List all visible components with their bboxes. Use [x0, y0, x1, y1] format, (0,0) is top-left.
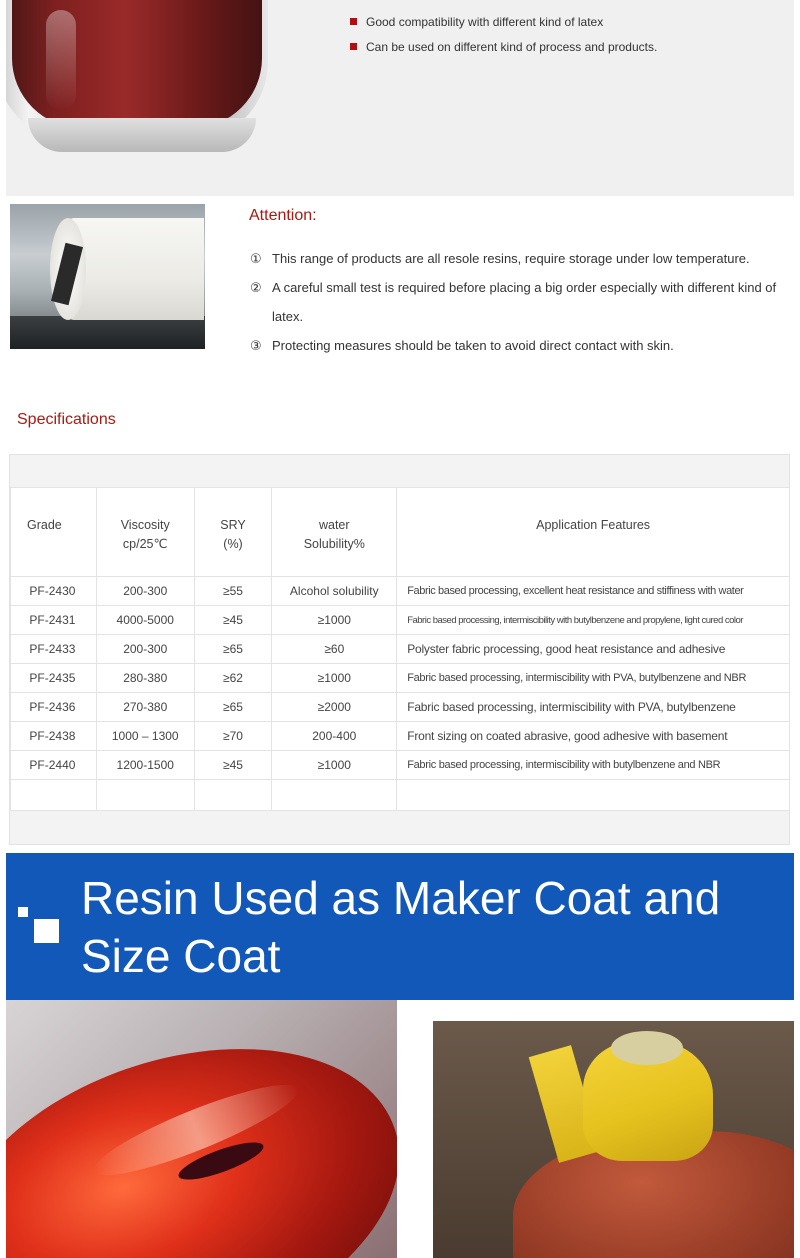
cell-features: Fabric based processing, intermiscibility with butylbenzene and propylene, light cured color [397, 606, 790, 635]
attention-item [250, 331, 795, 360]
cell-sry: ≥55 [194, 577, 272, 606]
table-row [11, 664, 790, 693]
table-row [11, 751, 790, 780]
header-grade: Grade [11, 488, 97, 577]
attention-item [250, 273, 795, 331]
cell-grade: PF-2436 [11, 693, 97, 722]
specifications-table [10, 487, 790, 811]
cell-viscosity: 280-380 [96, 664, 194, 693]
cell-viscosity: 200-300 [96, 577, 194, 606]
section-banner [6, 853, 794, 1000]
cell-viscosity: 4000-5000 [96, 606, 194, 635]
cell-water: ≥1000 [272, 664, 397, 693]
feature-bullet-text: Good compatibility with different kind of latex [366, 14, 604, 29]
square-bullet-icon [350, 18, 357, 25]
top-product-panel [6, 0, 794, 196]
cell-features: Polyster fabric processing, good heat resistance and adhesive [397, 635, 790, 664]
cell-grade: PF-2430 [11, 577, 97, 606]
cell-water: ≥1000 [272, 606, 397, 635]
banner-title: Resin Used as Maker Coat and Size Coat [81, 872, 721, 982]
red-resin-image [6, 1000, 397, 1258]
cell-features: Fabric based processing, intermiscibility with PVA, butylbenzene [397, 693, 790, 722]
cell-viscosity: 200-300 [96, 635, 194, 664]
attention-text: This range of products are all resole resins, require storage under low temperature. [272, 251, 750, 266]
attention-item [250, 244, 795, 273]
header-water-solubility: water Solubility% [272, 488, 397, 577]
attention-number: ① [250, 251, 262, 266]
square-logo-icon [18, 907, 62, 947]
table-row [11, 577, 790, 606]
cell-sry: ≥45 [194, 606, 272, 635]
cell-sry: ≥62 [194, 664, 272, 693]
cell-grade: PF-2440 [11, 751, 97, 780]
specifications-heading: Specifications [17, 411, 116, 428]
cell-water: 200-400 [272, 722, 397, 751]
cell-grade: PF-2433 [11, 635, 97, 664]
feature-bullet-text: Can be used on different kind of process and products. [366, 39, 658, 54]
table-row [11, 693, 790, 722]
cell-water: ≥2000 [272, 693, 397, 722]
feature-bullet-list [350, 9, 657, 59]
cell-viscosity: 1000 – 1300 [96, 722, 194, 751]
attention-number: ② [250, 280, 262, 295]
attention-number: ③ [250, 338, 262, 353]
cell-features: Fabric based processing, excellent heat resistance and stiffiness with water [397, 577, 790, 606]
cell-water: ≥60 [272, 635, 397, 664]
cell-sry: ≥45 [194, 751, 272, 780]
cell-sry: ≥65 [194, 693, 272, 722]
cell-grade: PF-2438 [11, 722, 97, 751]
cell-features: Fabric based processing, intermiscibility with PVA, butylbenzene and NBR [397, 664, 790, 693]
cell-water: Alcohol solubility [272, 577, 397, 606]
table-row [11, 722, 790, 751]
cell-viscosity: 270-380 [96, 693, 194, 722]
header-viscosity: Viscosity cp/25℃ [96, 488, 194, 577]
feature-bullet [350, 9, 657, 34]
cell-water: ≥1000 [272, 751, 397, 780]
cell-features: Front sizing on coated abrasive, good adhesive with basement [397, 722, 790, 751]
abrasive-roll-image [433, 1021, 794, 1258]
cell-features: Fabric based processing, intermiscibility with butylbenzene and NBR [397, 751, 790, 780]
cell-grade: PF-2435 [11, 664, 97, 693]
table-row [11, 606, 790, 635]
attention-heading: Attention: [249, 207, 317, 224]
resin-jar-image [6, 0, 268, 160]
attention-list [250, 244, 795, 360]
cell-viscosity: 1200-1500 [96, 751, 194, 780]
table-row-empty [11, 780, 790, 811]
table-header-row [11, 488, 790, 577]
header-sry: SRY (%) [194, 488, 272, 577]
table-row [11, 635, 790, 664]
square-bullet-icon [350, 43, 357, 50]
attention-text: A careful small test is required before placing a big order especially with different kind of latex. [272, 280, 777, 324]
cell-grade: PF-2431 [11, 606, 97, 635]
attention-text: Protecting measures should be taken to avoid direct contact with skin. [272, 338, 674, 353]
header-application-features: Application Features [397, 488, 790, 577]
paper-roll-image [10, 204, 205, 349]
cell-sry: ≥70 [194, 722, 272, 751]
feature-bullet [350, 34, 657, 59]
cell-sry: ≥65 [194, 635, 272, 664]
